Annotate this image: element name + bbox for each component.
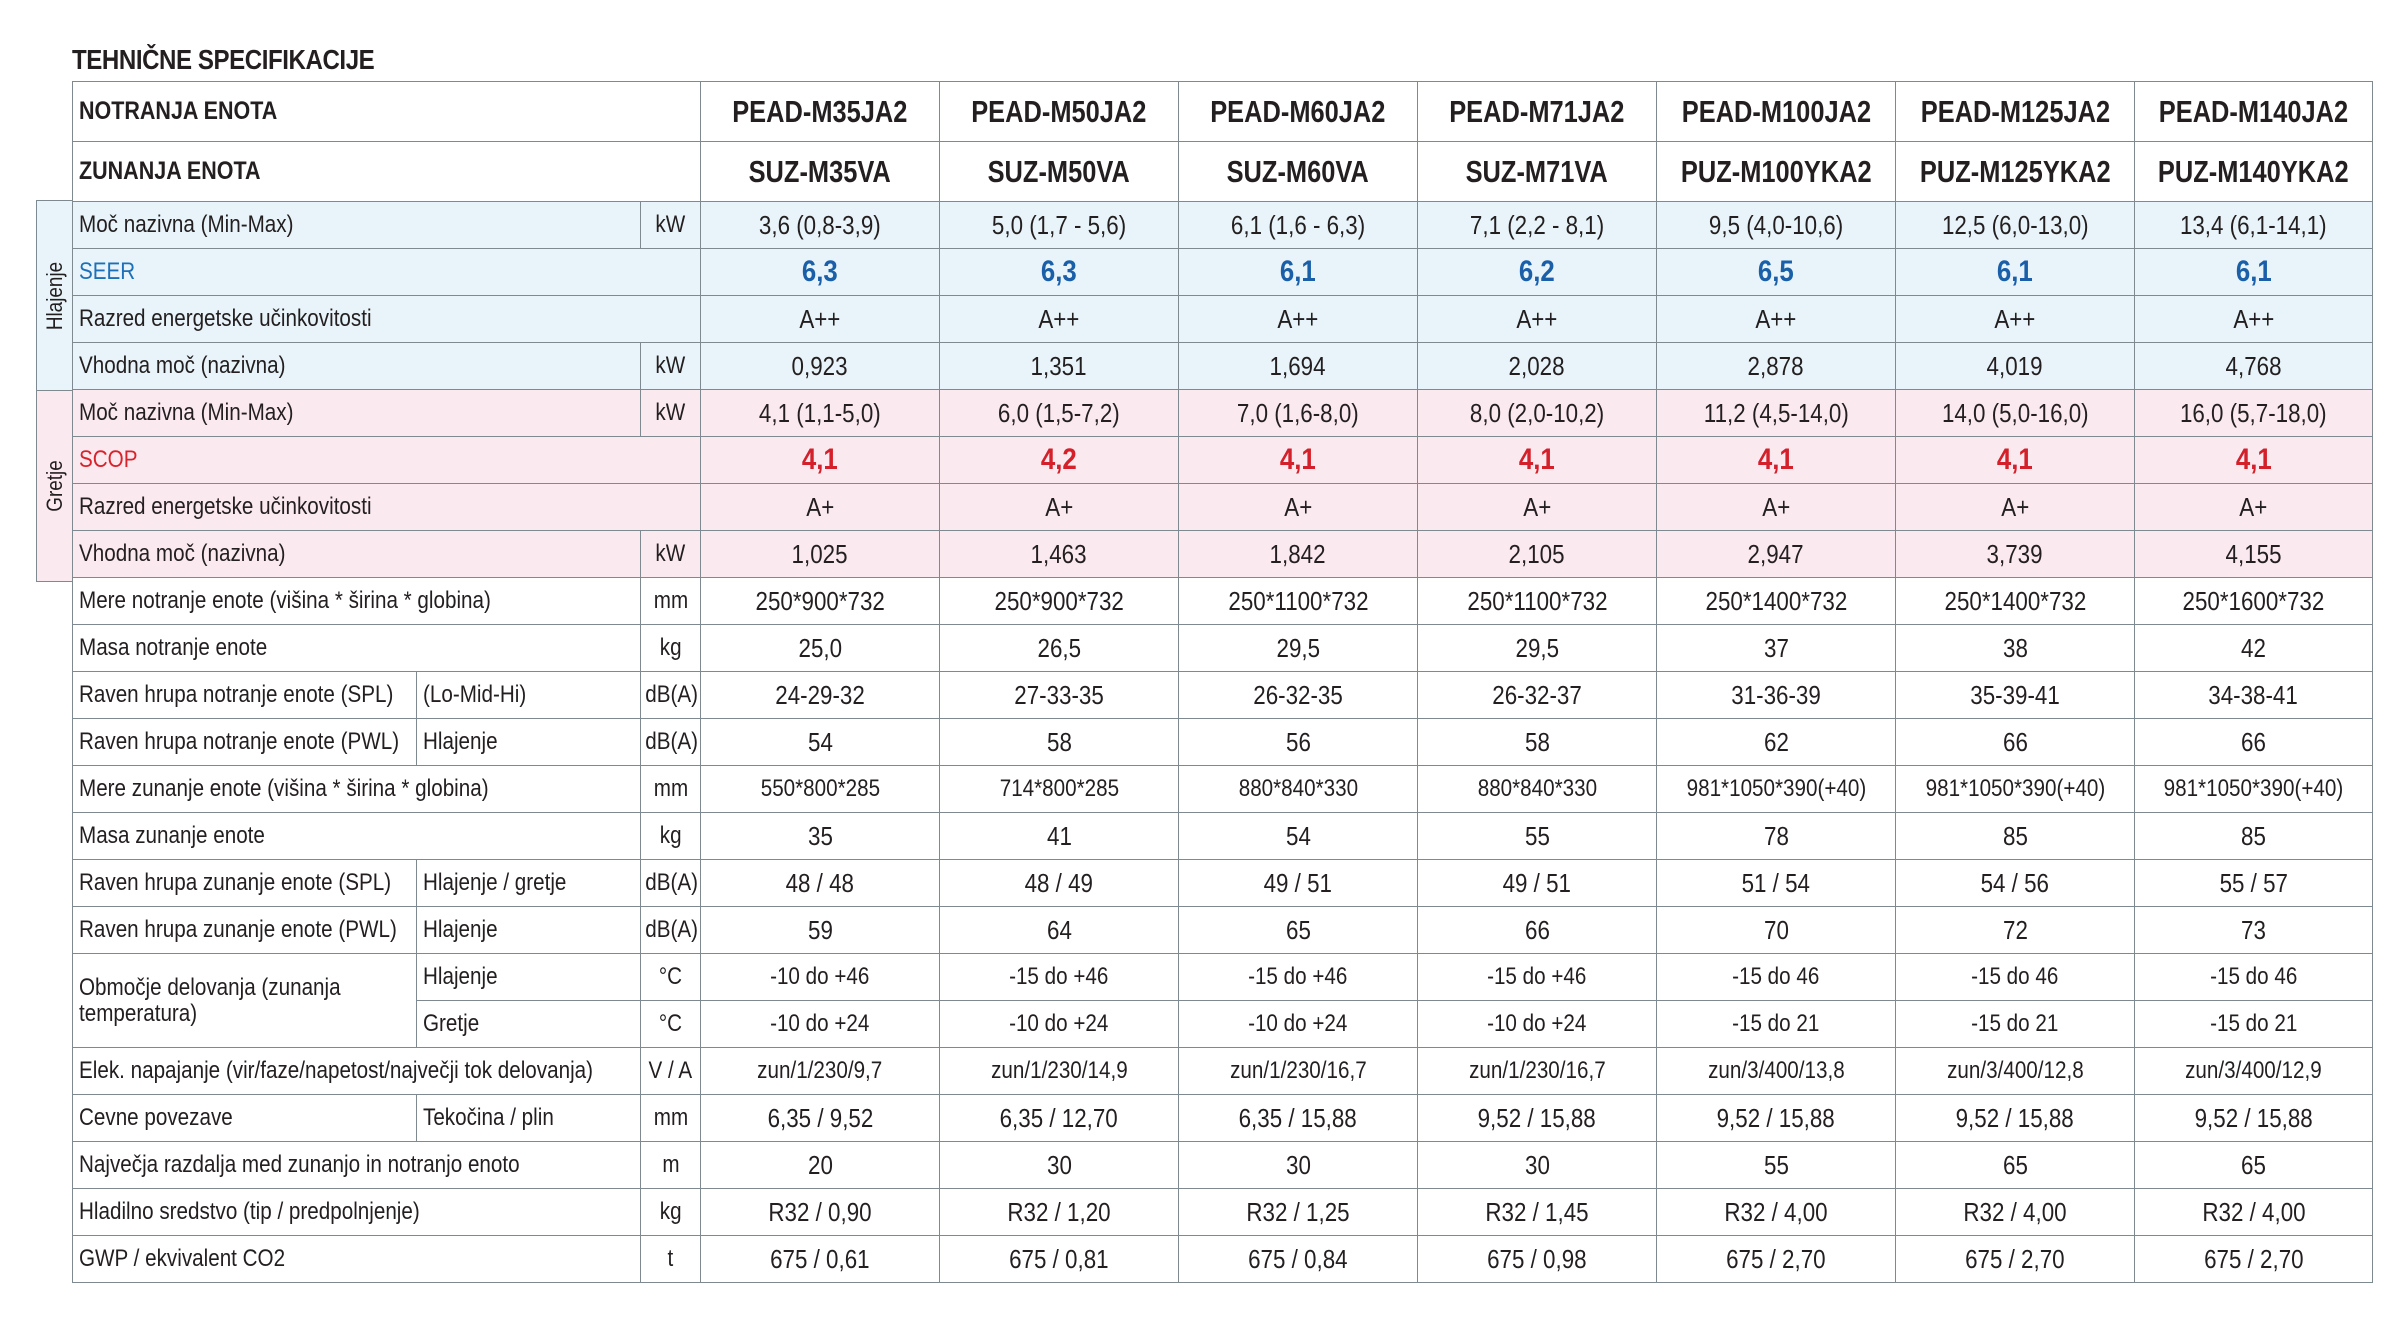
spec-value: -15 do 21 — [1896, 1001, 2135, 1048]
spec-value: 66 — [2135, 719, 2373, 766]
spec-value: 41 — [940, 813, 1179, 860]
row-unit: dB(A) — [641, 907, 701, 954]
spec-value: 9,52 / 15,88 — [1418, 1095, 1657, 1142]
spec-value: A++ — [1179, 296, 1418, 343]
spec-value: 54 — [1179, 813, 1418, 860]
row-sublabel: Hlajenje / gretje — [417, 860, 641, 907]
spec-value: 6,35 / 9,52 — [701, 1095, 940, 1142]
row-unit: kW — [641, 390, 701, 437]
spec-value: -15 do 21 — [1657, 1001, 1896, 1048]
spec-value: A+ — [940, 484, 1179, 531]
row-label: SCOP — [73, 437, 701, 484]
spec-value: A++ — [2135, 296, 2373, 343]
spec-value: 250*1600*732 — [2135, 578, 2373, 625]
spec-row — [73, 531, 2373, 578]
spec-value: 675 / 2,70 — [1896, 1236, 2135, 1283]
spec-value: 4,768 — [2135, 343, 2373, 390]
indoor-model: PEAD-M100JA2 — [1657, 82, 1896, 142]
spec-value: 4,1 — [1896, 437, 2135, 484]
spec-value: 30 — [1418, 1142, 1657, 1189]
spec-value: 12,5 (6,0-13,0) — [1896, 202, 2135, 249]
spec-value: A++ — [1896, 296, 2135, 343]
row-label: SEER — [73, 249, 701, 296]
spec-value: 27-33-35 — [940, 672, 1179, 719]
row-label: Mere notranje enote (višina * širina * globina) — [73, 578, 641, 625]
row-unit: dB(A) — [641, 672, 701, 719]
spec-value: 9,52 / 15,88 — [1657, 1095, 1896, 1142]
row-sublabel: (Lo-Mid-Hi) — [417, 672, 641, 719]
spec-value: 58 — [940, 719, 1179, 766]
spec-value: A+ — [1179, 484, 1418, 531]
spec-value: 14,0 (5,0-16,0) — [1896, 390, 2135, 437]
spec-value: 981*1050*390(+40) — [1896, 766, 2135, 813]
spec-value: 4,1 — [1418, 437, 1657, 484]
spec-value: zun/1/230/16,7 — [1418, 1048, 1657, 1095]
spec-value: 250*1400*732 — [1896, 578, 2135, 625]
row-label: Raven hrupa notranje enote (SPL) — [73, 672, 417, 719]
spec-value: 20 — [701, 1142, 940, 1189]
spec-value: 85 — [2135, 813, 2373, 860]
spec-value: 85 — [1896, 813, 2135, 860]
spec-value: 62 — [1657, 719, 1896, 766]
spec-value: 2,947 — [1657, 531, 1896, 578]
spec-value: 25,0 — [701, 625, 940, 672]
row-label: Masa notranje enote — [73, 625, 641, 672]
row-label: Mere zunanje enote (višina * širina * globina) — [73, 766, 641, 813]
spec-value: R32 / 4,00 — [1657, 1189, 1896, 1236]
outdoor-model: SUZ-M71VA — [1418, 142, 1657, 202]
spec-value: 4,155 — [2135, 531, 2373, 578]
row-unit: m — [641, 1142, 701, 1189]
spec-value: 550*800*285 — [701, 766, 940, 813]
row-label: Raven hrupa zunanje enote (SPL) — [73, 860, 417, 907]
spec-value: R32 / 1,45 — [1418, 1189, 1657, 1236]
outdoor-model: SUZ-M60VA — [1179, 142, 1418, 202]
row-label: Cevne povezave — [73, 1095, 417, 1142]
spec-row — [73, 719, 2373, 766]
spec-value: R32 / 4,00 — [2135, 1189, 2373, 1236]
header-row-outdoor — [73, 142, 2373, 202]
row-label: Območje delovanja (zunanja temperatura) — [73, 954, 417, 1048]
spec-value: 2,878 — [1657, 343, 1896, 390]
spec-value: A++ — [701, 296, 940, 343]
spec-value: 3,739 — [1896, 531, 2135, 578]
spec-table — [72, 81, 2373, 1283]
spec-value: 49 / 51 — [1418, 860, 1657, 907]
spec-value: A++ — [1418, 296, 1657, 343]
spec-value: 37 — [1657, 625, 1896, 672]
spec-value: 30 — [940, 1142, 1179, 1189]
spec-value: -10 do +24 — [1418, 1001, 1657, 1048]
spec-value: 981*1050*390(+40) — [1657, 766, 1896, 813]
group-label-heating: Gretje — [36, 390, 73, 582]
spec-value: 56 — [1179, 719, 1418, 766]
spec-value: 4,019 — [1896, 343, 2135, 390]
spec-value: 714*800*285 — [940, 766, 1179, 813]
row-unit: kW — [641, 202, 701, 249]
row-label: Razred energetske učinkovitosti — [73, 296, 701, 343]
indoor-model: PEAD-M71JA2 — [1418, 82, 1657, 142]
row-label: Hladilno sredstvo (tip / predpolnjenje) — [73, 1189, 641, 1236]
spec-value: 64 — [940, 907, 1179, 954]
row-sublabel: Tekočina / plin — [417, 1095, 641, 1142]
row-label: GWP / ekvivalent CO2 — [73, 1236, 641, 1283]
spec-value: 65 — [1179, 907, 1418, 954]
spec-row — [73, 625, 2373, 672]
row-label: Moč nazivna (Min-Max) — [73, 390, 641, 437]
spec-value: 675 / 2,70 — [1657, 1236, 1896, 1283]
spec-value: 59 — [701, 907, 940, 954]
indoor-label: NOTRANJA ENOTA — [73, 82, 701, 142]
row-unit: mm — [641, 578, 701, 625]
outdoor-model: SUZ-M35VA — [701, 142, 940, 202]
spec-value: 675 / 2,70 — [2135, 1236, 2373, 1283]
spec-value: 16,0 (5,7-18,0) — [2135, 390, 2373, 437]
spec-value: 675 / 0,98 — [1418, 1236, 1657, 1283]
spec-value: 6,2 — [1418, 249, 1657, 296]
row-unit: °C — [641, 1001, 701, 1048]
spec-value: 34-38-41 — [2135, 672, 2373, 719]
outdoor-model: PUZ-M100YKA2 — [1657, 142, 1896, 202]
spec-value: 58 — [1418, 719, 1657, 766]
spec-value: 880*840*330 — [1179, 766, 1418, 813]
spec-value: 6,35 / 12,70 — [940, 1095, 1179, 1142]
spec-value: -10 do +24 — [1179, 1001, 1418, 1048]
spec-value: 65 — [2135, 1142, 2373, 1189]
spec-value: 55 — [1418, 813, 1657, 860]
spec-row — [73, 907, 2373, 954]
spec-value: 9,5 (4,0-10,6) — [1657, 202, 1896, 249]
spec-value: 11,2 (4,5-14,0) — [1657, 390, 1896, 437]
spec-value: 48 / 48 — [701, 860, 940, 907]
indoor-model: PEAD-M140JA2 — [2135, 82, 2373, 142]
spec-value: -15 do +46 — [1179, 954, 1418, 1001]
spec-value: 0,923 — [701, 343, 940, 390]
spec-value: 6,3 — [940, 249, 1179, 296]
spec-value: 4,1 — [701, 437, 940, 484]
header-row-indoor — [73, 82, 2373, 142]
spec-value: 42 — [2135, 625, 2373, 672]
spec-row — [73, 1095, 2373, 1142]
spec-value: 55 / 57 — [2135, 860, 2373, 907]
spec-row — [73, 437, 2373, 484]
spec-value: 49 / 51 — [1179, 860, 1418, 907]
spec-value: 38 — [1896, 625, 2135, 672]
spec-value: 6,1 — [1179, 249, 1418, 296]
spec-row — [73, 766, 2373, 813]
spec-value: -15 do 46 — [1896, 954, 2135, 1001]
outdoor-model: PUZ-M140YKA2 — [2135, 142, 2373, 202]
spec-row — [73, 296, 2373, 343]
row-label: Moč nazivna (Min-Max) — [73, 202, 641, 249]
spec-row — [73, 578, 2373, 625]
spec-value: 6,5 — [1657, 249, 1896, 296]
row-unit: mm — [641, 1095, 701, 1142]
spec-value: 250*1400*732 — [1657, 578, 1896, 625]
spec-value: 70 — [1657, 907, 1896, 954]
spec-value: -15 do +46 — [940, 954, 1179, 1001]
row-label: Elek. napajanje (vir/faze/napetost/največji tok delovanja) — [73, 1048, 641, 1095]
spec-value: 8,0 (2,0-10,2) — [1418, 390, 1657, 437]
spec-value: zun/1/230/14,9 — [940, 1048, 1179, 1095]
row-label: Razred energetske učinkovitosti — [73, 484, 701, 531]
spec-value: 35-39-41 — [1896, 672, 2135, 719]
spec-value: 250*1100*732 — [1179, 578, 1418, 625]
row-sublabel: Hlajenje — [417, 907, 641, 954]
spec-value: 55 — [1657, 1142, 1896, 1189]
spec-value: R32 / 1,20 — [940, 1189, 1179, 1236]
spec-value: -15 do 46 — [2135, 954, 2373, 1001]
spec-value: 29,5 — [1179, 625, 1418, 672]
row-label: Vhodna moč (nazivna) — [73, 531, 641, 578]
spec-value: 7,0 (1,6-8,0) — [1179, 390, 1418, 437]
spec-value: 48 / 49 — [940, 860, 1179, 907]
spec-value: 6,35 / 15,88 — [1179, 1095, 1418, 1142]
spec-value: R32 / 0,90 — [701, 1189, 940, 1236]
spec-value: 250*900*732 — [701, 578, 940, 625]
spec-value: 250*900*732 — [940, 578, 1179, 625]
spec-value: A++ — [940, 296, 1179, 343]
spec-value: zun/1/230/9,7 — [701, 1048, 940, 1095]
spec-value: 1,351 — [940, 343, 1179, 390]
spec-value: zun/3/400/12,8 — [1896, 1048, 2135, 1095]
spec-value: 66 — [1418, 907, 1657, 954]
spec-value: zun/3/400/12,9 — [2135, 1048, 2373, 1095]
spec-value: A++ — [1657, 296, 1896, 343]
row-unit: dB(A) — [641, 719, 701, 766]
spec-value: 6,1 — [2135, 249, 2373, 296]
spec-value: 51 / 54 — [1657, 860, 1896, 907]
spec-value: 4,1 — [1657, 437, 1896, 484]
spec-value: 880*840*330 — [1418, 766, 1657, 813]
spec-value: 675 / 0,84 — [1179, 1236, 1418, 1283]
spec-value: 26-32-37 — [1418, 672, 1657, 719]
row-unit: dB(A) — [641, 860, 701, 907]
row-sublabel: Gretje — [417, 1001, 641, 1048]
spec-value: R32 / 1,25 — [1179, 1189, 1418, 1236]
spec-value: -15 do 46 — [1657, 954, 1896, 1001]
spec-row — [73, 202, 2373, 249]
spec-row — [73, 1142, 2373, 1189]
spec-value: A+ — [1657, 484, 1896, 531]
spec-row — [73, 860, 2373, 907]
spec-value: 54 / 56 — [1896, 860, 2135, 907]
row-sublabel: Hlajenje — [417, 719, 641, 766]
spec-value: A+ — [1896, 484, 2135, 531]
row-label: Raven hrupa zunanje enote (PWL) — [73, 907, 417, 954]
spec-value: 4,1 — [2135, 437, 2373, 484]
spec-value: 250*1100*732 — [1418, 578, 1657, 625]
row-unit: kW — [641, 343, 701, 390]
spec-value: 1,025 — [701, 531, 940, 578]
spec-value: 31-36-39 — [1657, 672, 1896, 719]
spec-value: 1,694 — [1179, 343, 1418, 390]
spec-value: A+ — [1418, 484, 1657, 531]
spec-value: zun/3/400/13,8 — [1657, 1048, 1896, 1095]
outdoor-model: PUZ-M125YKA2 — [1896, 142, 2135, 202]
spec-value: 13,4 (6,1-14,1) — [2135, 202, 2373, 249]
row-label: Masa zunanje enote — [73, 813, 641, 860]
spec-value: 981*1050*390(+40) — [2135, 766, 2373, 813]
spec-row — [73, 249, 2373, 296]
spec-row — [73, 672, 2373, 719]
spec-value: -15 do +46 — [1418, 954, 1657, 1001]
group-label-cooling: Hlajenje — [36, 200, 73, 392]
spec-value: 675 / 0,81 — [940, 1236, 1179, 1283]
spec-row — [73, 1048, 2373, 1095]
spec-value: 6,1 — [1896, 249, 2135, 296]
spec-value: 35 — [701, 813, 940, 860]
spec-row — [73, 484, 2373, 531]
spec-value: 72 — [1896, 907, 2135, 954]
spec-value: 9,52 / 15,88 — [2135, 1095, 2373, 1142]
spec-value: 54 — [701, 719, 940, 766]
spec-value: 7,1 (2,2 - 8,1) — [1418, 202, 1657, 249]
spec-value: 9,52 / 15,88 — [1896, 1095, 2135, 1142]
spec-value: 66 — [1896, 719, 2135, 766]
spec-value: 4,1 (1,1-5,0) — [701, 390, 940, 437]
outdoor-label: ZUNANJA ENOTA — [73, 142, 701, 202]
spec-value: 6,3 — [701, 249, 940, 296]
indoor-model: PEAD-M125JA2 — [1896, 82, 2135, 142]
spec-value: 26,5 — [940, 625, 1179, 672]
row-unit: kg — [641, 813, 701, 860]
spec-row — [73, 813, 2373, 860]
indoor-model: PEAD-M50JA2 — [940, 82, 1179, 142]
spec-value: 675 / 0,61 — [701, 1236, 940, 1283]
spec-row — [73, 390, 2373, 437]
row-unit: kg — [641, 1189, 701, 1236]
spec-value: 78 — [1657, 813, 1896, 860]
spec-value: R32 / 4,00 — [1896, 1189, 2135, 1236]
spec-value: 4,1 — [1179, 437, 1418, 484]
indoor-model: PEAD-M60JA2 — [1179, 82, 1418, 142]
spec-value: zun/1/230/16,7 — [1179, 1048, 1418, 1095]
row-sublabel: Hlajenje — [417, 954, 641, 1001]
spec-value: 5,0 (1,7 - 5,6) — [940, 202, 1179, 249]
row-unit: t — [641, 1236, 701, 1283]
spec-value: 6,1 (1,6 - 6,3) — [1179, 202, 1418, 249]
spec-value: -10 do +46 — [701, 954, 940, 1001]
spec-value: 73 — [2135, 907, 2373, 954]
spec-value: 65 — [1896, 1142, 2135, 1189]
spec-value: 3,6 (0,8-3,9) — [701, 202, 940, 249]
spec-value: A+ — [701, 484, 940, 531]
spec-value: 2,105 — [1418, 531, 1657, 578]
spec-value: 24-29-32 — [701, 672, 940, 719]
spec-value: 1,463 — [940, 531, 1179, 578]
indoor-model: PEAD-M35JA2 — [701, 82, 940, 142]
row-label: Raven hrupa notranje enote (PWL) — [73, 719, 417, 766]
spec-value: 29,5 — [1418, 625, 1657, 672]
spec-value: 6,0 (1,5-7,2) — [940, 390, 1179, 437]
row-unit: kg — [641, 625, 701, 672]
spec-row — [73, 1189, 2373, 1236]
spec-row — [73, 343, 2373, 390]
row-label: Vhodna moč (nazivna) — [73, 343, 641, 390]
row-unit: V / A — [641, 1048, 701, 1095]
row-unit: °C — [641, 954, 701, 1001]
spec-value: -10 do +24 — [701, 1001, 940, 1048]
spec-row — [73, 1001, 2373, 1048]
spec-value: 26-32-35 — [1179, 672, 1418, 719]
spec-value: -10 do +24 — [940, 1001, 1179, 1048]
page-title: TEHNIČNE SPECIFIKACIJE — [72, 44, 375, 75]
spec-value: 30 — [1179, 1142, 1418, 1189]
row-unit: mm — [641, 766, 701, 813]
row-label: Največja razdalja med zunanjo in notranjo enoto — [73, 1142, 641, 1189]
spec-value: 2,028 — [1418, 343, 1657, 390]
spec-value: A+ — [2135, 484, 2373, 531]
outdoor-model: SUZ-M50VA — [940, 142, 1179, 202]
row-unit: kW — [641, 531, 701, 578]
spec-value: -15 do 21 — [2135, 1001, 2373, 1048]
spec-row — [73, 954, 2373, 1001]
spec-value: 1,842 — [1179, 531, 1418, 578]
spec-row — [73, 1236, 2373, 1283]
spec-value: 4,2 — [940, 437, 1179, 484]
